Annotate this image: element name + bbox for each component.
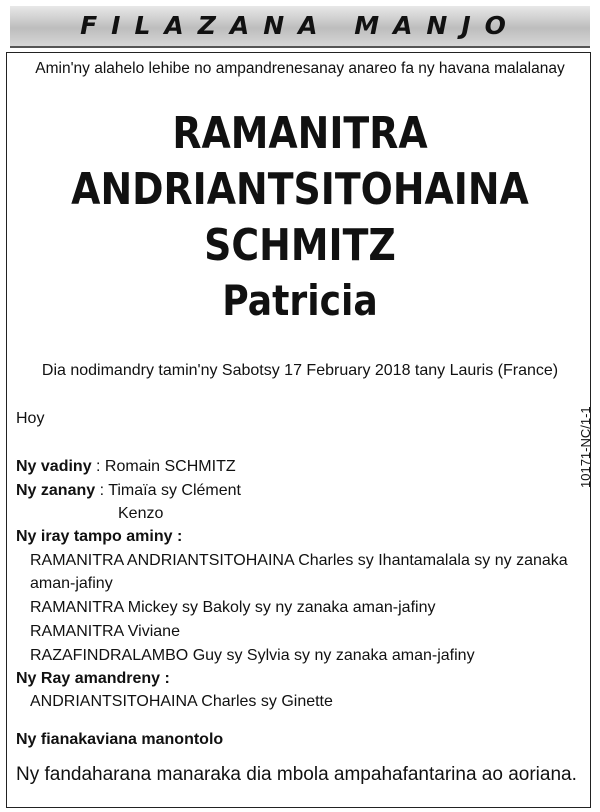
deceased-first-name: Patricia	[222, 276, 378, 325]
parents-value: ANDRIANTSITOHAINA Charles sy Ginette	[30, 693, 333, 710]
deceased-married-name: SCHMITZ	[204, 220, 396, 271]
sibling-item: RAMANITRA ANDRIANTSITOHAINA Charles sy Ihantamalala sy ny zanaka	[30, 552, 568, 569]
children-value: : Timaïa sy Clément	[95, 482, 241, 499]
hoy-label: Hoy	[16, 410, 45, 427]
children-value-2: Kenzo	[118, 505, 164, 522]
parents-label: Ny Ray amandreny :	[16, 670, 170, 687]
deceased-surname: RAMANITRA	[172, 108, 428, 159]
children-line	[16, 482, 241, 500]
siblings-label: Ny iray tampo aminy :	[16, 528, 183, 545]
header-banner	[10, 6, 590, 48]
sibling-item: RAMANITRA Mickey sy Bakoly sy ny zanaka aman-jafiny	[30, 599, 436, 616]
intro-text: Amin'ny alahelo lehibe no ampandrenesanay anareo fa ny havana malalanay	[35, 60, 565, 77]
death-notice: Dia nodimandry tamin'ny Sabotsy 17 February 2018 tany Lauris (France)	[41, 362, 559, 379]
children-label: Ny zanany	[16, 482, 96, 499]
sibling-item: aman-jafiny	[30, 575, 113, 592]
sibling-item: RAMANITRA Viviane	[30, 623, 180, 640]
spouse-label: Ny vadiny	[16, 458, 92, 475]
reference-code: 10171-NC/1-1	[578, 406, 593, 488]
closing-text: Ny fandaharana manaraka dia mbola ampahafantarina ao aoriana.	[16, 764, 577, 785]
whole-family: Ny fianakaviana manontolo	[16, 731, 224, 748]
deceased-family-name: ANDRIANTSITOHAINA	[71, 164, 529, 215]
header-title: FILAZANA MANJO	[80, 11, 520, 40]
spouse-value: : Romain SCHMITZ	[91, 458, 236, 475]
spouse-line	[16, 458, 236, 476]
sibling-item: RAZAFINDRALAMBO Guy sy Sylvia sy ny zanaka aman-jafiny	[30, 647, 475, 664]
